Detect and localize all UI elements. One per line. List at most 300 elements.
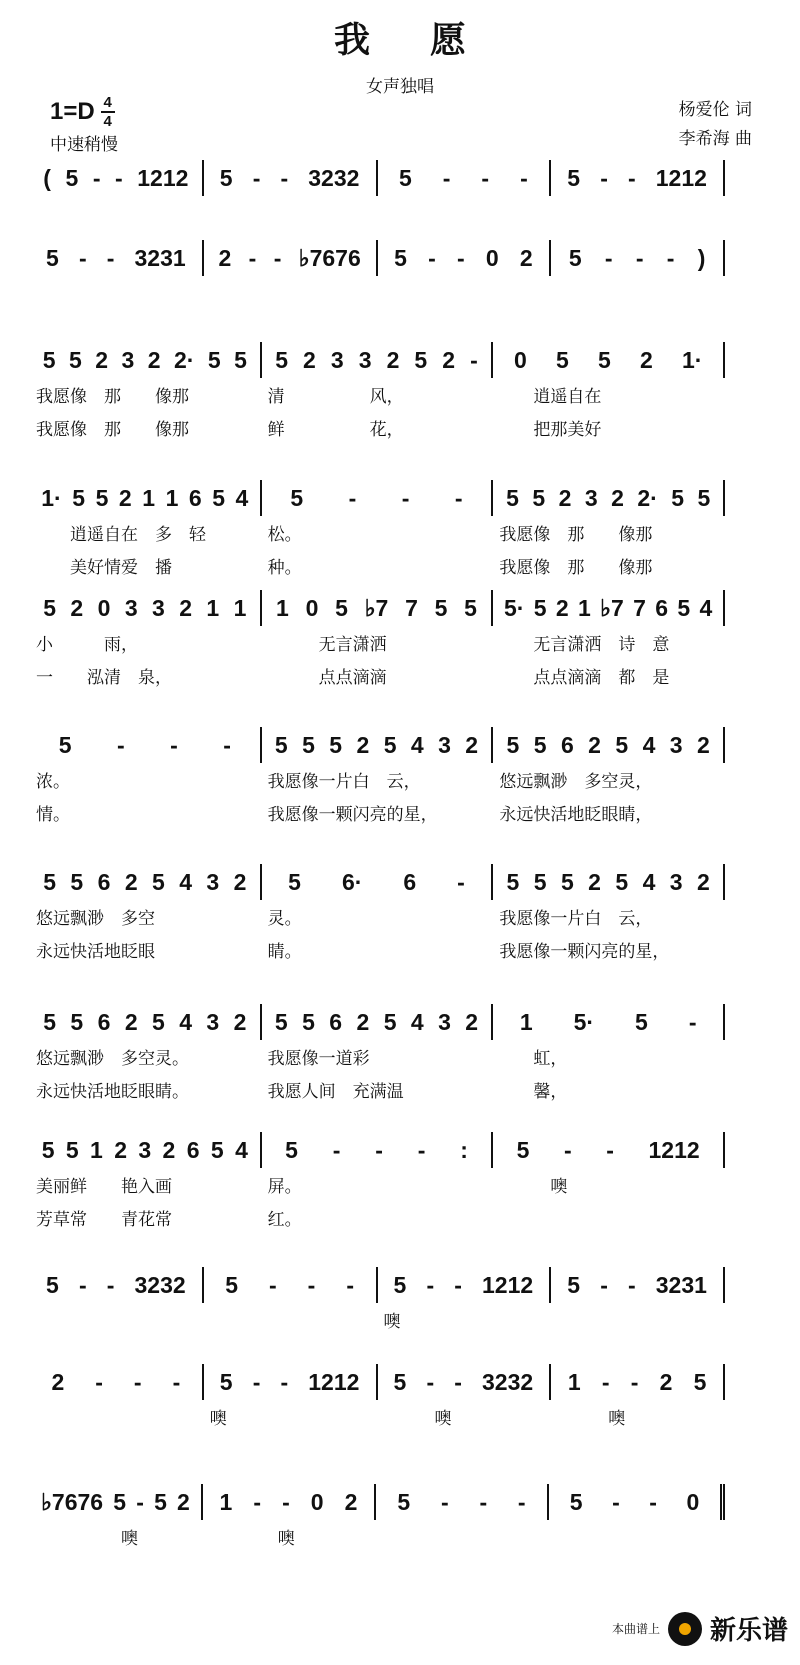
note: 3	[152, 594, 165, 621]
note: 5	[152, 1008, 165, 1035]
note: 4	[235, 1136, 248, 1163]
measure	[30, 342, 262, 378]
note: 5	[568, 244, 582, 271]
lyric: 美好情爱 播	[36, 558, 172, 578]
measure	[262, 342, 494, 378]
lyric: 永远快活地眨眼睛，	[499, 805, 653, 825]
note: 5	[597, 346, 611, 373]
lyric	[551, 1309, 725, 1336]
note: 0	[485, 244, 499, 271]
note: 6	[186, 1136, 200, 1163]
lyric: 逍遥自在 多 轻	[36, 525, 206, 545]
note: -	[688, 1008, 697, 1035]
staff-system	[30, 342, 725, 444]
note: -	[454, 1368, 462, 1395]
time-top: 4	[103, 94, 112, 111]
lyric: 悠远飘渺 多空	[36, 909, 155, 929]
note: 5	[42, 346, 56, 373]
staff-system	[30, 1484, 725, 1553]
note: 0	[305, 594, 319, 621]
measure	[493, 864, 725, 900]
lyric: 无言潇洒	[267, 635, 387, 655]
measure	[204, 240, 378, 276]
note: 5	[219, 1368, 233, 1395]
note: 5	[693, 1368, 707, 1395]
measure	[551, 1267, 725, 1303]
note: 5	[464, 594, 477, 621]
notes-line	[30, 480, 725, 516]
note: -	[106, 1271, 115, 1298]
notes-line	[30, 1267, 725, 1303]
measure	[203, 1484, 376, 1520]
measure	[204, 1364, 378, 1400]
note: 5	[234, 346, 247, 373]
lyric: 我愿像一颗闪亮的星，	[267, 805, 438, 825]
note: 5	[70, 1008, 84, 1035]
notes-line	[30, 864, 725, 900]
note: 5	[567, 164, 581, 191]
note: 2·	[637, 484, 658, 511]
record-disc-icon	[668, 1612, 702, 1646]
measure	[262, 727, 494, 763]
note: 3231	[655, 1271, 707, 1298]
lyric: 馨，	[499, 1082, 568, 1102]
note: 2	[95, 346, 109, 373]
note: 3232	[134, 1271, 186, 1298]
note: 3	[124, 594, 138, 621]
note: 6	[97, 868, 111, 895]
note: -	[248, 244, 257, 271]
note: 3	[358, 346, 372, 373]
note: 5	[398, 164, 412, 191]
lyric: 噢	[383, 1409, 452, 1429]
note: 1212	[482, 1271, 534, 1298]
measure	[378, 1267, 552, 1303]
notes-line	[30, 1132, 725, 1168]
note: 1212	[648, 1136, 700, 1163]
lyric: 虹，	[499, 1049, 568, 1069]
note: -	[630, 1368, 639, 1395]
lyricist: 杨爱伦 词	[678, 100, 752, 120]
note: -	[454, 484, 463, 511]
note: 5	[290, 484, 304, 511]
staff-system	[30, 160, 725, 196]
lyric: 噢	[383, 1312, 401, 1332]
note: 4	[642, 868, 656, 895]
note: 5	[533, 594, 547, 621]
note: -	[223, 731, 231, 758]
note: 7	[405, 594, 418, 621]
note: 0	[310, 1488, 324, 1515]
note: -	[479, 1488, 488, 1515]
note: ♭7676	[298, 244, 361, 271]
time-bottom: 4	[103, 113, 112, 130]
lyric: 噢	[499, 1177, 568, 1197]
note: 6	[188, 484, 202, 511]
note: 4	[410, 1008, 424, 1035]
lyric: 松。	[267, 525, 302, 545]
note: :	[460, 1136, 468, 1163]
note: -	[253, 1488, 262, 1515]
note: 5	[275, 346, 288, 373]
measure	[376, 1484, 549, 1520]
measure	[30, 480, 262, 516]
note: 1·	[41, 484, 62, 511]
lyrics-line	[30, 522, 725, 549]
staff-system	[30, 1364, 725, 1433]
note: -	[627, 1271, 636, 1298]
note: 5	[506, 731, 520, 758]
note: 1·	[681, 346, 703, 373]
note: 1212	[308, 1368, 360, 1395]
measure	[204, 160, 378, 196]
note: 5	[46, 1271, 59, 1298]
note: 6·	[341, 868, 363, 895]
note: 3	[669, 731, 683, 758]
measure	[551, 160, 725, 196]
note: -	[666, 244, 675, 271]
note: -	[348, 484, 357, 511]
lyric: 逍遥自在	[499, 387, 602, 407]
note: 6	[97, 1008, 111, 1035]
note: 5	[302, 731, 315, 758]
composer: 李希海 曲	[678, 129, 752, 149]
note: 5	[569, 1488, 583, 1515]
note: 5	[65, 164, 79, 191]
note: 4	[179, 1008, 193, 1035]
measure	[551, 1364, 725, 1400]
lyrics-line	[30, 906, 725, 933]
lyric: 我愿像一片白 云，	[499, 909, 653, 929]
note: 2	[177, 1488, 190, 1515]
lyric: 情。	[36, 805, 70, 825]
note: 6	[403, 868, 417, 895]
measure	[204, 1267, 378, 1303]
measure	[30, 1267, 204, 1303]
note: -	[601, 1368, 610, 1395]
note: -	[635, 244, 644, 271]
note: 2	[588, 868, 601, 895]
lyric	[378, 1526, 552, 1553]
note: 4	[179, 868, 193, 895]
note: 5	[393, 1271, 407, 1298]
lyric: 我愿人间 充满温	[267, 1082, 404, 1102]
note: -	[252, 1368, 261, 1395]
note: -	[457, 868, 465, 895]
note: -	[115, 164, 123, 191]
measure	[493, 590, 725, 626]
note: 5	[288, 868, 301, 895]
note: 5	[697, 484, 711, 511]
lyrics-line	[30, 417, 725, 444]
measure	[378, 240, 552, 276]
note: -	[417, 1136, 426, 1163]
measure	[30, 1004, 262, 1040]
lyric: 灵。	[267, 909, 302, 929]
note: 2	[639, 346, 653, 373]
measure	[262, 590, 494, 626]
lyrics-line	[30, 1174, 725, 1201]
note: 2	[233, 1008, 247, 1035]
lyrics-line	[30, 769, 725, 796]
watermark	[612, 1610, 788, 1647]
lyrics-line	[30, 1079, 725, 1106]
watermark-caption: 本曲谱上	[611, 1622, 660, 1636]
note: 6	[655, 594, 669, 621]
note: 1	[567, 1368, 581, 1395]
staff-system	[30, 864, 725, 966]
note: ♭7	[600, 594, 624, 621]
note: 2	[519, 244, 533, 271]
note: -	[332, 1136, 341, 1163]
note: -	[273, 244, 282, 271]
tempo-marking: 中速稍慢	[50, 135, 118, 155]
note: -	[172, 1368, 181, 1395]
lyrics-line	[30, 555, 725, 582]
measure	[549, 1484, 725, 1520]
measure	[493, 1132, 725, 1168]
measure	[262, 1004, 494, 1040]
notes-line	[30, 342, 725, 378]
note: -	[604, 244, 613, 271]
note: -	[401, 484, 410, 511]
note: -	[612, 1488, 620, 1515]
notes-line	[30, 1004, 725, 1040]
lyric	[30, 1406, 204, 1433]
note: 2	[233, 868, 247, 895]
note: 5	[335, 594, 348, 621]
time-signature	[101, 95, 115, 129]
note: 3232	[308, 164, 360, 191]
note: 5	[41, 1136, 55, 1163]
note: 5	[207, 346, 221, 373]
key: 1=D	[50, 98, 95, 125]
measure	[378, 1364, 552, 1400]
note: 6	[560, 731, 574, 758]
key-signature	[50, 95, 115, 129]
note: 5	[434, 594, 448, 621]
note: -	[282, 1488, 290, 1515]
notes-line	[30, 1484, 725, 1520]
note: 5	[219, 164, 233, 191]
note: 3	[438, 731, 451, 758]
note: -	[116, 731, 125, 758]
note: 5	[274, 731, 288, 758]
note: -	[307, 1271, 316, 1298]
note: -	[78, 1271, 87, 1298]
note: -	[564, 1136, 572, 1163]
note: 5	[43, 868, 56, 895]
note: 2	[147, 346, 161, 373]
note: 5	[555, 346, 569, 373]
note: -	[517, 1488, 526, 1515]
note: 5	[329, 731, 343, 758]
note: -	[106, 244, 115, 271]
note: 2	[218, 244, 232, 271]
note: 5	[225, 1271, 239, 1298]
note: 5	[95, 484, 109, 511]
note: -	[346, 1271, 354, 1298]
note: 5	[533, 731, 547, 758]
notes-line	[30, 590, 725, 626]
note: ♭7676	[41, 1488, 104, 1515]
lyrics-line	[30, 384, 725, 411]
note: ♭7	[364, 594, 389, 621]
lyric: 芳草常 青花常	[36, 1210, 172, 1230]
note: -	[280, 1368, 289, 1395]
note: 2·	[173, 346, 195, 373]
note: 5	[302, 1008, 315, 1035]
lyric	[551, 1526, 725, 1553]
note: 2	[356, 731, 370, 758]
note: 5	[274, 1008, 288, 1035]
measure	[30, 727, 262, 763]
note: 2	[588, 731, 601, 758]
note: 1	[578, 594, 591, 621]
note: 5	[210, 1136, 224, 1163]
measure	[30, 160, 204, 196]
note: 3231	[134, 244, 186, 271]
lyric: 我愿像 那 像那	[36, 387, 189, 407]
note: 5	[383, 731, 397, 758]
note: 4	[410, 731, 424, 758]
watermark-brand: 新乐谱	[709, 1616, 788, 1646]
lyric: 我愿像一颗闪亮的星，	[499, 942, 670, 962]
note: 3232	[482, 1368, 534, 1395]
note: 5	[70, 868, 84, 895]
measure	[30, 864, 262, 900]
staff-system	[30, 240, 725, 276]
note: 2	[118, 484, 132, 511]
note: -	[136, 1488, 144, 1515]
note: 5	[154, 1488, 167, 1515]
note: 2	[124, 868, 138, 895]
note: 5	[414, 346, 428, 373]
lyrics-line	[30, 632, 725, 659]
note: 5·	[573, 1008, 595, 1035]
note: -	[454, 1271, 462, 1298]
note: 5	[46, 244, 59, 271]
lyric: 噢	[209, 1409, 227, 1429]
lyrics-line	[30, 1046, 725, 1073]
lyric: 我愿像 那 像那	[36, 420, 189, 440]
lyric: 悠远飘渺 多空灵，	[499, 772, 653, 792]
note: -	[600, 164, 608, 191]
measure	[30, 1364, 204, 1400]
lyric: 噢	[36, 1529, 138, 1549]
lyric: 屏。	[267, 1177, 302, 1197]
lyric: 美丽鲜 艳入画	[36, 1177, 172, 1197]
note: 3	[206, 1008, 220, 1035]
note: -	[426, 1271, 435, 1298]
note: 5	[152, 868, 165, 895]
lyrics-line	[30, 1406, 725, 1433]
note: 2	[114, 1136, 127, 1163]
note: 5	[560, 868, 574, 895]
note: 5	[615, 868, 629, 895]
note: 1	[233, 594, 247, 621]
note: -	[481, 164, 490, 191]
note: -	[170, 731, 178, 758]
lyrics-line	[30, 939, 725, 966]
note: 2	[179, 594, 193, 621]
staff-system	[30, 1267, 725, 1336]
note: 3	[669, 868, 683, 895]
note: -	[375, 1136, 383, 1163]
note: 4	[642, 731, 656, 758]
note: 4	[699, 594, 713, 621]
note: 2	[659, 1368, 673, 1395]
note: -	[269, 1271, 277, 1298]
lyric: 我愿像 那 像那	[499, 558, 653, 578]
note: (	[43, 164, 51, 191]
staff-system	[30, 1004, 725, 1106]
staff-system	[30, 1132, 725, 1234]
note: 2	[558, 484, 572, 511]
note: 5	[506, 868, 520, 895]
note: 5	[43, 594, 56, 621]
note: 2	[386, 346, 400, 373]
note: 0	[513, 346, 527, 373]
lyric	[493, 1207, 725, 1234]
note: 3	[330, 346, 344, 373]
note: 2	[555, 594, 569, 621]
lyric: 点点滴滴	[267, 668, 387, 688]
note: 1	[90, 1136, 103, 1163]
measure	[30, 1484, 203, 1520]
measure	[551, 240, 725, 276]
note: -	[627, 164, 636, 191]
lyric: 浓。	[36, 772, 70, 792]
measure	[493, 727, 725, 763]
measure	[262, 480, 494, 516]
measure	[493, 480, 725, 516]
lyric: 把那美好	[499, 420, 602, 440]
note: 5	[383, 1008, 397, 1035]
lyric: 噢	[209, 1529, 295, 1549]
notes-line	[30, 160, 725, 196]
note: -	[252, 164, 261, 191]
staff-system	[30, 727, 725, 829]
note: -	[456, 244, 465, 271]
lyric: 鲜 花，	[267, 420, 404, 440]
note: 1212	[655, 164, 707, 191]
note: 1212	[137, 164, 189, 191]
measure	[30, 240, 204, 276]
note: -	[78, 244, 87, 271]
note: 1	[219, 1488, 233, 1515]
note: 0	[97, 594, 111, 621]
lyric: 无言潇洒 诗 意	[499, 635, 670, 655]
staff-system	[30, 590, 725, 692]
note: 2	[70, 594, 84, 621]
lyric: 清 风，	[267, 387, 404, 407]
lyric: 我愿像一道彩	[267, 1049, 370, 1069]
lyric: 小 雨，	[36, 635, 138, 655]
note: -	[600, 1271, 608, 1298]
measure	[30, 590, 262, 626]
note: 3	[121, 346, 135, 373]
note: 5	[113, 1488, 127, 1515]
note: 2	[162, 1136, 176, 1163]
note: 3	[584, 484, 598, 511]
note: 3	[138, 1136, 152, 1163]
note: 1	[519, 1008, 533, 1035]
note: 2	[51, 1368, 65, 1395]
measure	[262, 1132, 494, 1168]
lyric: 永远快活地眨眼睛。	[36, 1082, 189, 1102]
performance-type: 女声独唱	[366, 77, 434, 97]
